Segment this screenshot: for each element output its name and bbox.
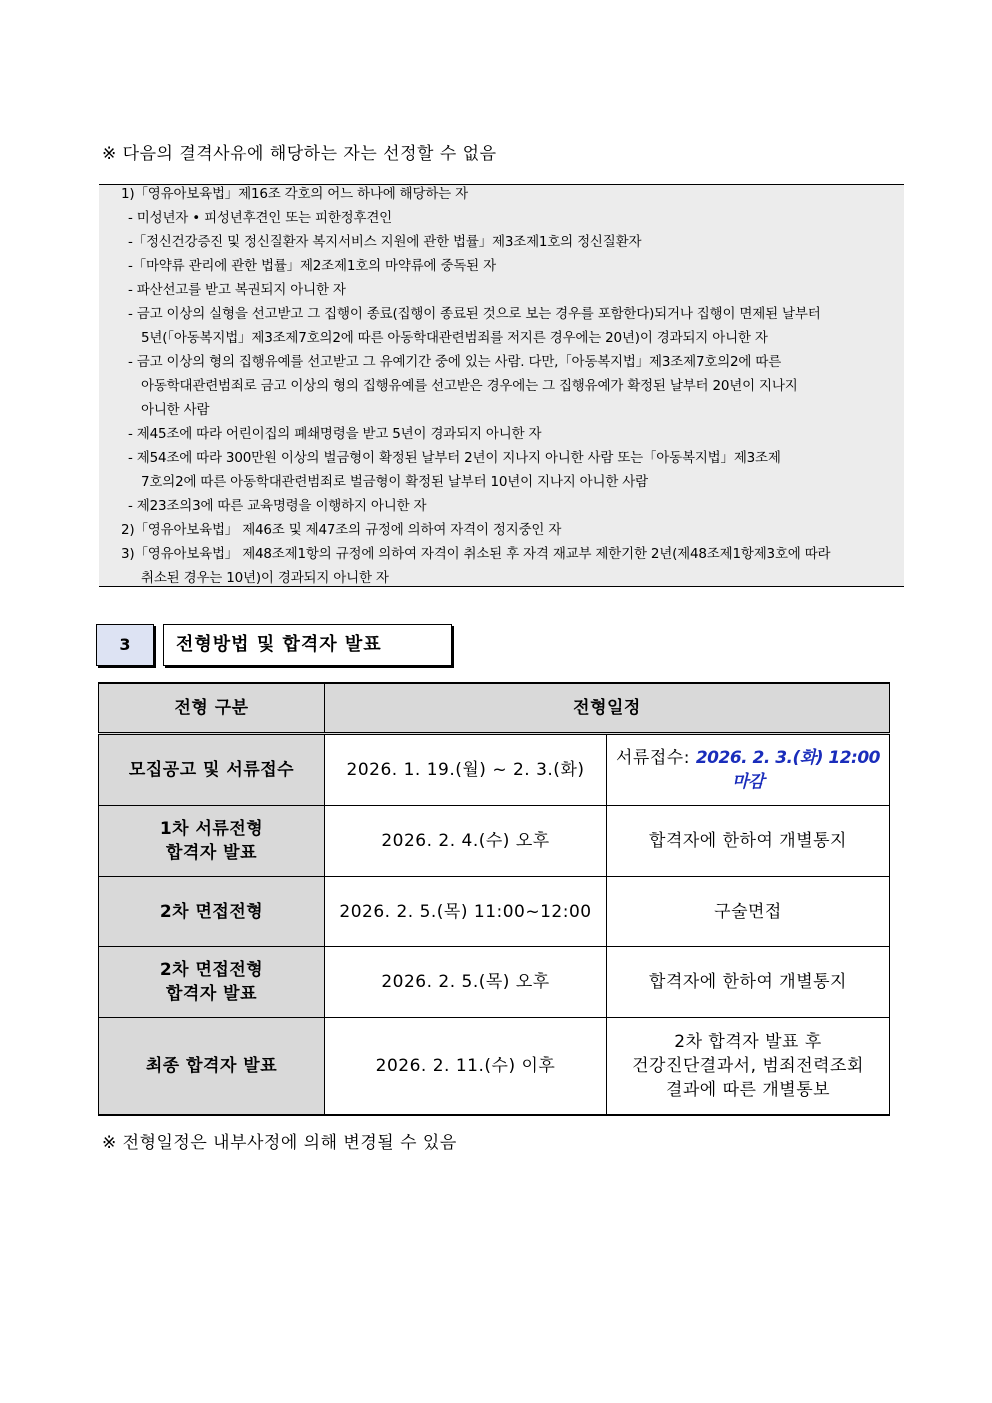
note-cell: 합격자에 한하여 개별통지 xyxy=(607,806,890,877)
disq-item-continued: 7호의2에 따른 아동학대관련범죄로 벌금형이 확정된 날부터 10년이 지나지 아니한 사람 xyxy=(141,474,648,490)
disq-item: - 파산선고를 받고 복권되지 아니한 자 xyxy=(128,282,346,298)
disqualification-box xyxy=(99,184,904,587)
disq-item: - 미성년자 • 피성년후견인 또는 피한정후견인 xyxy=(128,210,393,226)
disq-item: -「정신건강증진 및 정신질환자 복지서비스 지원에 관한 법률」제3조제1호의 정신질환자 xyxy=(128,234,642,250)
disq-item: -「마약류 관리에 관한 법률」제2조제1호의 마약류에 중독된 자 xyxy=(128,258,496,274)
date-cell: 2026. 2. 5.(목) 오후 xyxy=(325,947,607,1018)
note-cell: 2차 합격자 발표 후 건강진단결과서, 범죄전력조회 결과에 따른 개별통보 xyxy=(607,1018,890,1115)
disq-item-continued: 취소된 경우는 10년)이 경과되지 아니한 자 xyxy=(141,570,389,586)
disqualification-notice: ※ 다음의 결격사유에 해당하는 자는 선정할 수 없음 xyxy=(102,144,497,164)
date-cell: 2026. 2. 5.(목) 11:00~12:00 xyxy=(325,877,607,947)
disq-item: 3)「영유아보육법」 제48조제1항의 규정에 의하여 자격이 취소된 후 자격 재교부 제한기한 2년(제48조제1항제3호에 따라 xyxy=(121,546,831,562)
stage-cell: 2차 면접전형 합격자 발표 xyxy=(99,947,325,1018)
section-title: 전형방법 및 합격자 발표 xyxy=(163,624,452,666)
table-row xyxy=(99,806,890,877)
stage-cell: 1차 서류전형 합격자 발표 xyxy=(99,806,325,877)
table-header-row xyxy=(99,683,890,734)
note-cell: 서류접수: 2026. 2. 3.(화) 12:00 마감 xyxy=(607,734,890,806)
date-cell: 2026. 2. 4.(수) 오후 xyxy=(325,806,607,877)
date-cell: 2026. 1. 19.(월) ~ 2. 3.(화) xyxy=(325,734,607,806)
disq-item: - 금고 이상의 실형을 선고받고 그 집행이 종료(집행이 종료된 것으로 보는 경우를 포함한다)되거나 집행이 면제된 날부터 xyxy=(128,306,821,322)
disq-item-continued: 아동학대관련범죄로 금고 이상의 형의 집행유예를 선고받은 경우에는 그 집행유예가 확정된 날부터 20년이 지나지 xyxy=(141,378,798,394)
disq-item: 2)「영유아보육법」 제46조 및 제47조의 규정에 의하여 자격이 정지중인 자 xyxy=(121,522,562,538)
schedule-change-notice: ※ 전형일정은 내부사정에 의해 변경될 수 있음 xyxy=(102,1133,457,1153)
section-number: 3 xyxy=(96,624,154,666)
table-row xyxy=(99,1018,890,1115)
disq-item: - 제54조에 따라 300만원 이상의 벌금형이 확정된 날부터 2년이 지나지 아니한 사람 또는「아동복지법」제3조제 xyxy=(128,450,781,466)
table-row xyxy=(99,947,890,1018)
stage-cell: 모집공고 및 서류접수 xyxy=(99,734,325,806)
note-cell: 구술면접 xyxy=(607,877,890,947)
disq-item-continued: 아니한 사람 xyxy=(141,402,210,418)
disq-item: - 제45조에 따라 어린이집의 폐쇄명령을 받고 5년이 경과되지 아니한 자 xyxy=(128,426,542,442)
disq-item: - 제23조의3에 따른 교육명령을 이행하지 아니한 자 xyxy=(128,498,427,514)
stage-cell: 최종 합격자 발표 xyxy=(99,1018,325,1115)
schedule-table xyxy=(98,682,890,1116)
disq-item: - 금고 이상의 형의 집행유예를 선고받고 그 유예기간 중에 있는 사람. 다만,「아동복지법」제3조제7호의2에 따른 xyxy=(128,354,782,370)
table-row xyxy=(99,877,890,947)
disq-item: 1)「영유아보육법」제16조 각호의 어느 하나에 해당하는 자 xyxy=(121,186,468,202)
disq-item-continued: 5년(「아동복지법」제3조제7호의2에 따른 아동학대관련범죄를 저지른 경우에는 20년)이 경과되지 아니한 자 xyxy=(141,330,768,346)
stage-cell: 2차 면접전형 xyxy=(99,877,325,947)
date-cell: 2026. 2. 11.(수) 이후 xyxy=(325,1018,607,1115)
deadline-text: 2026. 2. 3.(화) 12:00 마감 xyxy=(695,748,881,792)
table-row xyxy=(99,734,890,806)
header-stage: 전형 구분 xyxy=(99,683,325,734)
header-schedule: 전형일정 xyxy=(325,683,890,734)
note-cell: 합격자에 한하여 개별통지 xyxy=(607,947,890,1018)
